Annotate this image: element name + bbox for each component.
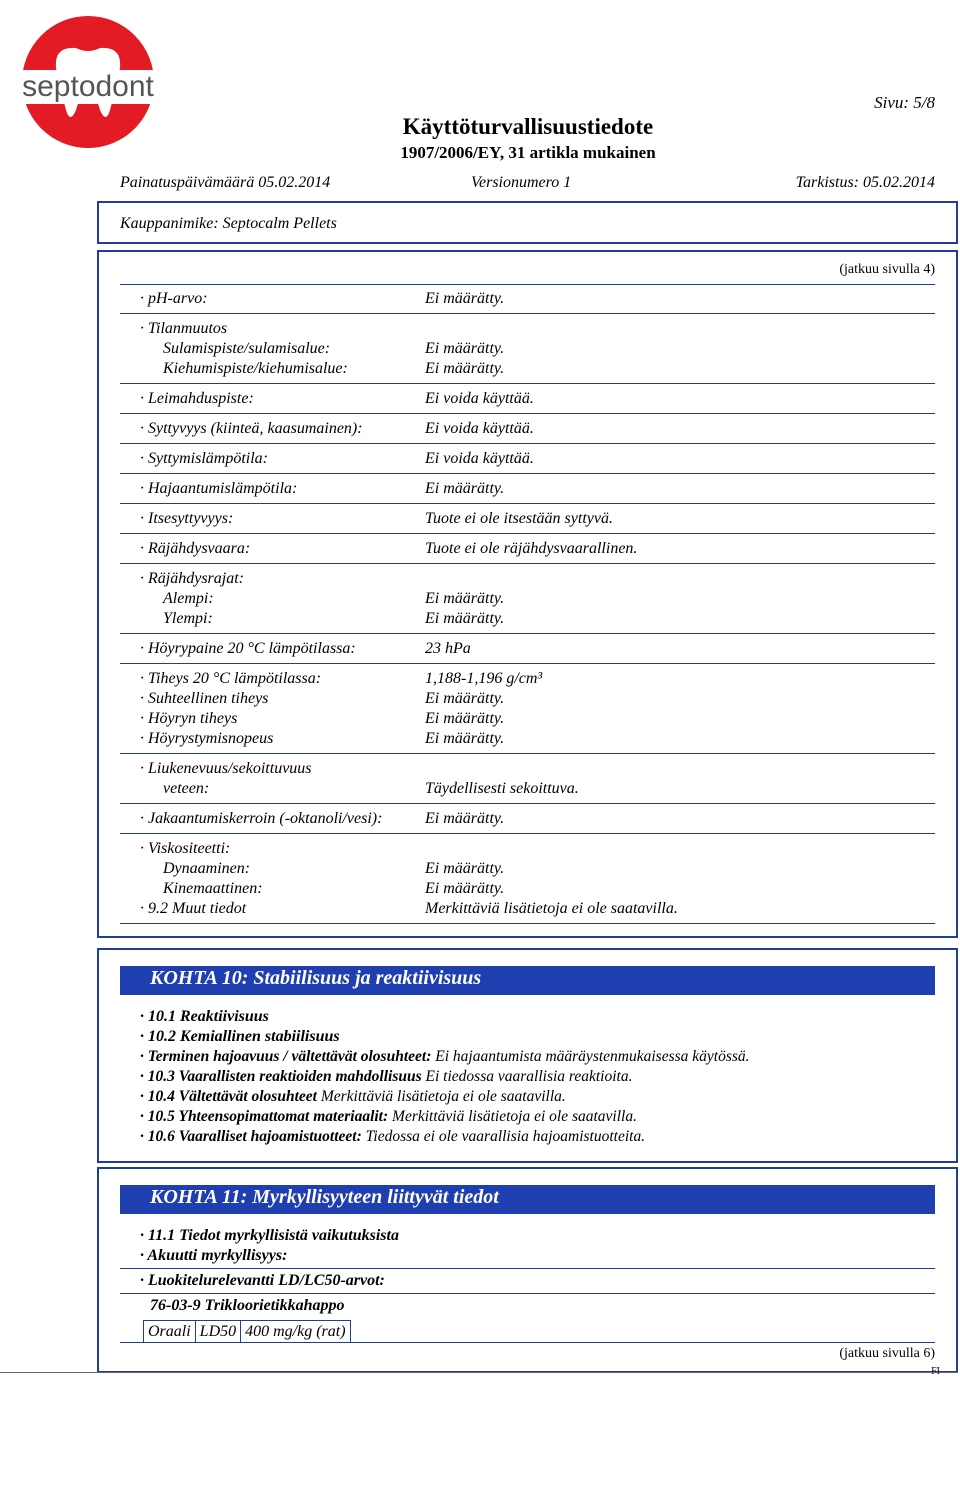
upper-value: Ei määrätty.	[425, 610, 505, 627]
s10-reactivity: · 10.1 Reaktiivisuus	[140, 1008, 269, 1025]
rel-density-label: · Suhteellinen tiheys	[140, 690, 269, 707]
s11-effects: · 11.1 Tiedot myrkyllisistä vaikutuksista	[140, 1227, 399, 1244]
viscosity-label: · Viskositeetti:	[140, 840, 231, 857]
s10-incompatible	[140, 1108, 637, 1126]
flash-value: Ei voida käyttää.	[425, 390, 534, 407]
s10-thermal	[140, 1048, 750, 1066]
vapour-density-label: · Höyryn tiheys	[140, 710, 238, 727]
explosion-value: Tuote ei ole räjähdysvaarallinen.	[425, 540, 638, 557]
section11-title: KOHTA 11: Myrkyllisyyteen liittyvät tiedot	[150, 1186, 499, 1208]
print-date: Painatuspäivämäärä 05.02.2014	[120, 174, 331, 191]
dynamic-label: Dynaaminen:	[163, 860, 251, 877]
footer-rule	[0, 1372, 958, 1373]
revision: Tarkistus: 05.02.2014	[795, 174, 935, 191]
divider	[120, 1342, 935, 1343]
other-value: Merkittäviä lisätietoja ei ole saatavilla.	[425, 900, 678, 917]
document-title: Käyttöturvallisuustiedote	[402, 114, 654, 139]
s10-thermal-label: · Terminen hajoavuus / vältettävät olosuhteet:	[140, 1048, 432, 1065]
ph-value: Ei määrätty.	[425, 290, 505, 307]
vapour-density-value: Ei määrätty.	[425, 710, 505, 727]
section10-header	[120, 966, 935, 995]
rel-density-value: Ei määrätty.	[425, 690, 505, 707]
lower-value: Ei määrätty.	[425, 590, 505, 607]
s10-decomposition-label: · 10.6 Vaaralliset hajoamistuotteet:	[140, 1128, 362, 1145]
route-cell: Oraali	[144, 1321, 196, 1343]
ignition-label: · Syttymislämpötila:	[140, 450, 268, 467]
s11-acute: · Akuutti myrkyllisyys:	[140, 1247, 288, 1264]
s11-substance: 76-03-9 Trikloorietikkahappo	[150, 1297, 345, 1314]
continued-to: (jatkuu sivulla 6)	[839, 1346, 935, 1361]
toxicity-table	[143, 1320, 351, 1343]
table-row	[144, 1321, 351, 1343]
trade-name: Kauppanimike: Septocalm Pellets	[120, 215, 337, 232]
language-code: FI	[931, 1366, 940, 1377]
value-cell: 400 mg/kg (rat)	[241, 1321, 350, 1343]
s10-hazardous-reactions-label: · 10.3 Vaarallisten reaktioiden mahdollisuus	[140, 1068, 422, 1085]
melting-label: Sulamispiste/sulamisalue:	[163, 340, 331, 357]
flash-label: · Leimahduspiste:	[140, 390, 254, 407]
evaporation-label: · Höyrystymisnopeus	[140, 730, 274, 747]
decomposition-value: Ei määrätty.	[425, 480, 505, 497]
upper-label: Ylempi:	[163, 610, 213, 627]
boiling-label: Kiehumispiste/kiehumisalue:	[163, 360, 348, 377]
s10-hazardous-reactions	[140, 1068, 632, 1086]
divider	[120, 1293, 935, 1294]
s11-ld-lc50: · Luokitelurelevantti LD/LC50-arvot:	[140, 1272, 385, 1289]
dynamic-value: Ei määrätty.	[425, 860, 505, 877]
s10-hazardous-reactions-value: Ei tiedossa vaarallisia reaktioita.	[425, 1068, 633, 1085]
type-cell: LD50	[195, 1321, 240, 1343]
other-label: · 9.2 Muut tiedot	[140, 900, 247, 917]
selfignition-label: · Itsesyttyvyys:	[140, 510, 234, 527]
flammability-value: Ei voida käyttää.	[425, 420, 534, 437]
selfignition-value: Tuote ei ole itsestään syttyvä.	[425, 510, 613, 527]
s10-conditions-value: Merkittäviä lisätietoja ei ole saatavilla.	[320, 1088, 566, 1105]
density-label: · Tiheys 20 °C lämpötilassa:	[140, 670, 322, 687]
logo-text: septodont	[22, 70, 154, 103]
section10-title: KOHTA 10: Stabiilisuus ja reaktiivisuus	[150, 967, 482, 989]
row-ph	[120, 284, 935, 314]
kinematic-label: Kinemaattinen:	[163, 880, 263, 897]
state-label: · Tilanmuutos	[140, 320, 228, 337]
s10-decomposition	[140, 1128, 645, 1146]
s10-conditions	[140, 1088, 566, 1106]
melting-value: Ei määrätty.	[425, 340, 505, 357]
s10-stability: · 10.2 Kemiallinen stabiilisuus	[140, 1028, 340, 1045]
version: Versionumero 1	[471, 174, 572, 191]
s10-incompatible-value: Merkittäviä lisätietoja ei ole saatavilla.	[392, 1108, 637, 1125]
decomposition-label: · Hajaantumislämpötila:	[140, 480, 298, 497]
vapour-pressure-value: 23 hPa	[425, 640, 471, 657]
page-number: Sivu: 5/8	[874, 93, 935, 112]
ignition-value: Ei voida käyttää.	[425, 450, 534, 467]
explosion-label: · Räjähdysvaara:	[140, 540, 251, 557]
s10-incompatible-label: · 10.5 Yhteensopimattomat materiaalit:	[140, 1108, 389, 1125]
explosion-limits-label: · Räjähdysrajat:	[140, 570, 244, 587]
section11-header	[120, 1185, 935, 1214]
divider	[120, 1268, 935, 1269]
density-value: 1,188-1,196 g/cm³	[425, 670, 543, 687]
s10-decomposition-value: Tiedossa ei ole vaarallisia hajoamistuotteita.	[365, 1128, 646, 1145]
partition-value: Ei määrätty.	[425, 810, 505, 827]
solubility-label: · Liukenevuus/sekoittuvuus	[140, 760, 312, 777]
s10-conditions-label: · 10.4 Vältettävät olosuhteet	[140, 1088, 317, 1105]
trade-name-box	[97, 201, 958, 244]
continued-from: (jatkuu sivulla 4)	[839, 262, 935, 277]
flammability-label: · Syttyvyys (kiinteä, kaasumainen):	[140, 420, 363, 437]
boiling-value: Ei määrätty.	[425, 360, 505, 377]
vapour-pressure-label: · Höyrypaine 20 °C lämpötilassa:	[140, 640, 356, 657]
water-label: veteen:	[163, 780, 210, 797]
lower-label: Alempi:	[163, 590, 214, 607]
partition-label: · Jakaantumiskerroin (-oktanoli/vesi):	[140, 810, 383, 827]
document-subtitle: 1907/2006/EY, 31 artikla mukainen	[400, 143, 656, 162]
water-value: Täydellisesti sekoittuva.	[425, 780, 579, 797]
kinematic-value: Ei määrätty.	[425, 880, 505, 897]
evaporation-value: Ei määrätty.	[425, 730, 505, 747]
ph-label: · pH-arvo:	[140, 290, 208, 307]
s10-thermal-value: Ei hajaantumista määräystenmukaisessa käytössä.	[435, 1048, 750, 1065]
